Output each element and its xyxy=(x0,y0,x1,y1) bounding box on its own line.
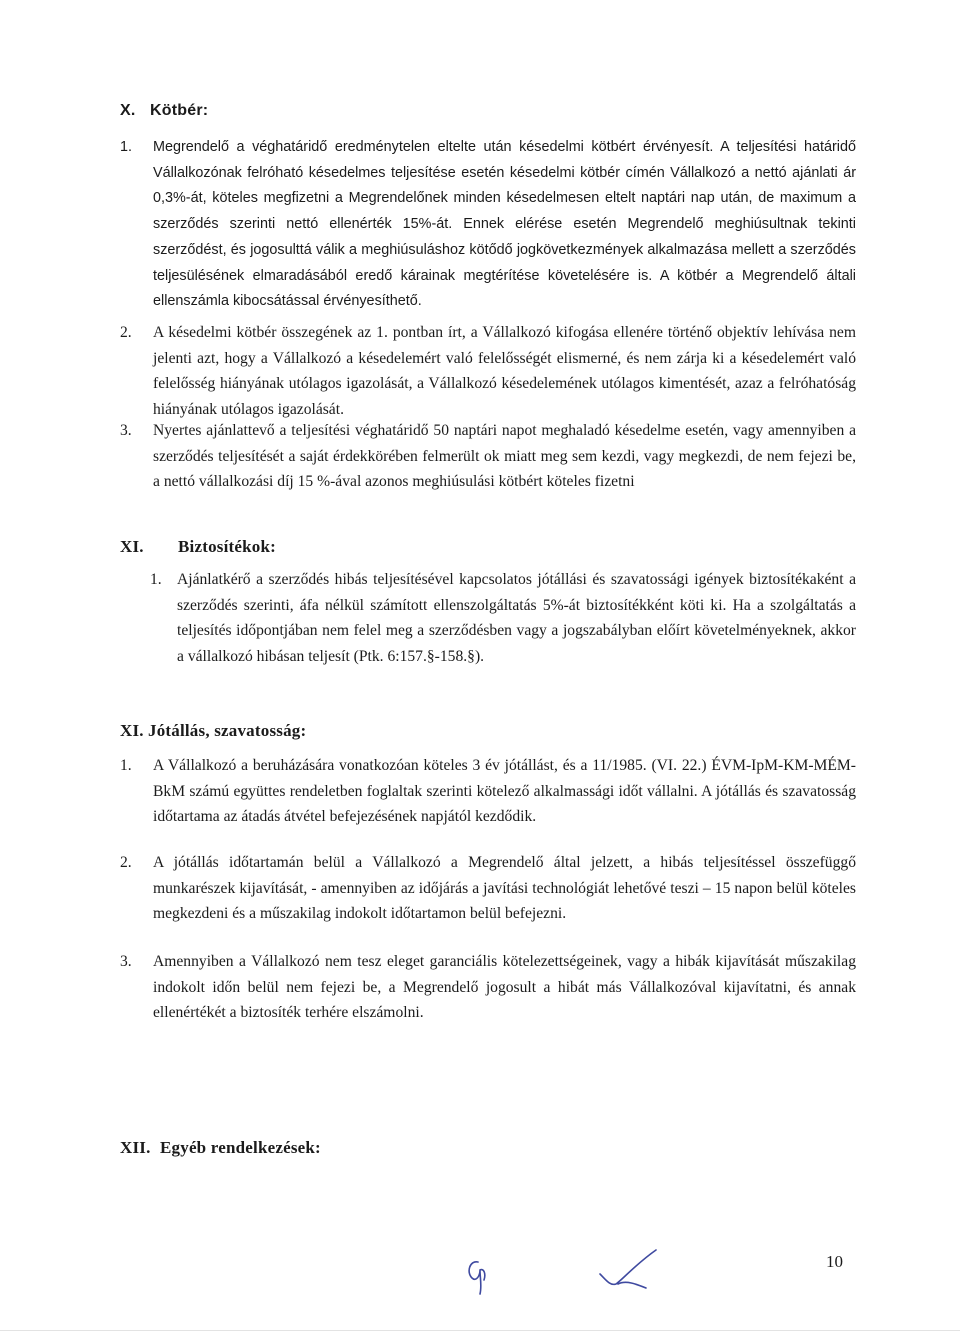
list-item xyxy=(120,135,856,315)
section-number: XI. xyxy=(120,537,144,556)
item-number: 2. xyxy=(120,854,132,871)
section-title: Kötbér: xyxy=(150,102,209,119)
item-number: 1. xyxy=(150,571,162,588)
list-item xyxy=(150,567,856,670)
item-number: 3. xyxy=(120,953,132,970)
item-number: 1. xyxy=(120,757,132,774)
section-title: Jótállás, szavatosság: xyxy=(148,721,307,740)
section-heading-x xyxy=(120,102,208,120)
section-number: XI. xyxy=(120,721,144,740)
item-text: A jótállás időtartamán belül a Vállalkozó a Megrendelő által jelzett, a hibás teljesítéssel összefüggő munkarészek kijavítását, - amennyiben az időjárás a javítási technológiát lehetővé teszi – 15 napon belül köteles megkezdeni és a műszakilag indokolt időtartamon belül befejezni. xyxy=(153,854,856,923)
section-title: Biztosítékok: xyxy=(178,537,276,556)
signature-initial-left xyxy=(469,1262,485,1294)
item-text: Megrendelő a véghatáridő eredménytelen eltelte után késedelmi kötbért érvényesít. A teljesítési határidő Vállalkozónak felróható késedelmes teljesítése esetén késedelmi kötbér címén Vállalkozó a nettó ajánlati ár 0,3%-át, köteles megfizetni a Megrendelőnek minden késedelmesen eltelt naptári nap után, de maximum a szerződés szerinti nettó ellenérték 15%-át. Ennek elérése esetén Megrendelő meghiúsultnak tekinti szerződést, és jogosulttá válik a meghiúsuláshoz kötődő jogkövetkezmények alkalmazása mellett a szerződés teljesülésének elmaradásából eredő kárainak megtérítése követelésére is. A kötbér a Megrendelő általi ellenszámla kibocsátással érvényesíthető. xyxy=(153,139,856,310)
list-item xyxy=(120,418,856,495)
list-item xyxy=(120,753,856,830)
section-number: X. xyxy=(120,102,136,119)
signature-initial-right xyxy=(600,1250,656,1288)
page-number: 10 xyxy=(826,1252,843,1271)
list-item xyxy=(120,850,856,927)
item-text: Nyertes ajánlattevő a teljesítési véghatáridő 50 naptári napot meghaladó késedelme esetén, vagy amennyiben a szerződés teljesítését a saját érdekkörében felmerült ok miatt meg sem kezdi, vagy megkezdi, de nem fejezi be, a nettó vállalkozási díj 15 %-ával azonos meghiúsulási kötbért köteles fizetni xyxy=(153,422,856,491)
section-number: XII. xyxy=(120,1138,151,1157)
section-heading-xi-guarantees xyxy=(120,537,276,557)
list-item xyxy=(120,320,856,423)
section-heading-xi-warranty xyxy=(120,721,306,741)
item-number: 1. xyxy=(120,139,133,155)
item-text: A késedelmi kötbér összegének az 1. pontban írt, a Vállalkozó kifogása ellenére történő objektív lehívása nem jelenti azt, hogy a Vállalkozó a késedelemért való felelősségét elismerné, és nem zárja ki a késedelemért való felelősség hiányának utólagos igazolását, a Vállalkozó késedelemének utólagos kimentését, azaz a felróhatóság hiányának utólagos igazolását. xyxy=(153,324,856,419)
item-text: A Vállalkozó a beruházására vonatkozóan köteles 3 év jótállást, és a 11/1985. (VI. 22.) ÉVM-IpM-KM-MÉM-BkM számú együttes rendeletben foglaltak szerinti kötelező alkalmassági időt vállalni. A jótállás és szavatosság időtartama az átadás átvétel befejezésének napjától kezdődik. xyxy=(153,757,856,826)
signature-initials xyxy=(440,1240,700,1300)
section-title: Egyéb rendelkezések: xyxy=(160,1138,321,1157)
item-number: 3. xyxy=(120,422,132,439)
section-heading-xii xyxy=(120,1138,321,1158)
footer-divider xyxy=(0,1330,960,1331)
list-item xyxy=(120,949,856,1026)
item-text: Ajánlatkérő a szerződés hibás teljesítésével kapcsolatos jótállási és szavatossági igények biztosítékaként a szerződés szerinti, áfa nélkül számított ellenszolgáltatás 5%-át biztosítékként köti ki. Ha a szolgáltatás a teljesítés időpontjában nem felel meg a szerződésben vagy a jogszabályban előírt követelményeknek, akkor a vállalkozó hibásan teljesít (Ptk. 6:157.§-158.§). xyxy=(177,571,856,666)
item-text: Amennyiben a Vállalkozó nem tesz eleget garanciális kötelezettségeinek, vagy a hibák kijavítását műszakilag indokolt időn belül nem fejezi be, a Megrendelő jogosult a hibát más Vállalkozóval kijavítatni, és annak ellenértékét a biztosíték terhére elszámolni. xyxy=(153,953,856,1022)
item-number: 2. xyxy=(120,324,132,341)
